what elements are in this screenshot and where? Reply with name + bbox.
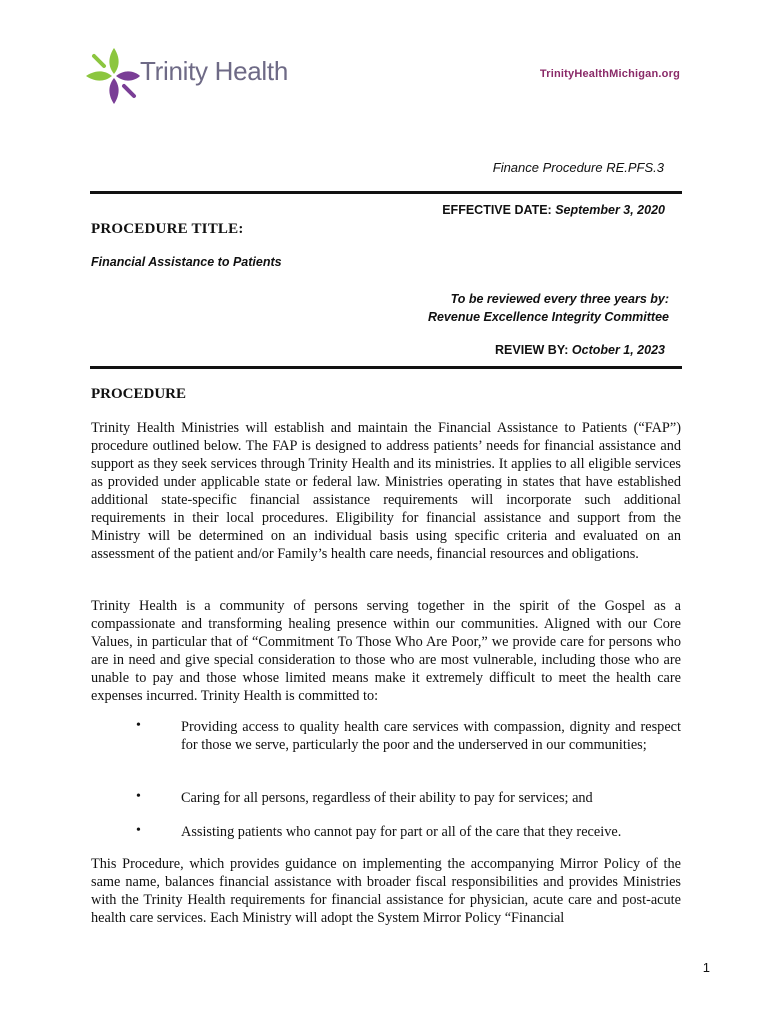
finance-procedure-number: Finance Procedure RE.PFS.3 — [492, 160, 664, 175]
bullet-marker: • — [136, 823, 141, 838]
effective-date-label: EFFECTIVE DATE: — [442, 203, 552, 217]
review-line-2: Revenue Excellence Integrity Committee — [427, 310, 669, 324]
bullet-marker: • — [136, 789, 141, 804]
logo-wordmark: Trinity Health — [140, 56, 288, 86]
website-url[interactable]: TrinityHealthMichigan.org — [539, 68, 680, 80]
list-item: Caring for all persons, regardless of their ability to pay for services; and — [181, 790, 593, 806]
divider-top — [90, 191, 682, 194]
paragraph-1: Trinity Health Ministries will establish and maintain the Financial Assistance to Patients (“FAP”) procedure outlined below. The FAP is designed to address patients’ needs for financial assistance and support as they seek services through Trinity Health and its ministries. It applies to all eligible services as provided under applicable state or federal law. Ministries operating in states that have established additional state-specific financial assistance requirements will incorporate such additional requirements in their local procedures. Eligibility for financial assistance and support from the Ministry will be determined on an individual basis using specific criteria and evaluated on an assessment of the patient and/or Family’s health care needs, financial resources and obligations. — [91, 420, 681, 562]
effective-date-line — [360, 203, 665, 217]
cross-logo-icon — [84, 46, 144, 106]
list-item: Providing access to quality health care services with compassion, dignity and respect for those we serve, particularly the poor and the underserved in our communities; — [181, 719, 681, 753]
review-by-line — [400, 343, 665, 357]
divider-bottom — [90, 366, 682, 369]
paragraph-3: This Procedure, which provides guidance on implementing the accompanying Mirror Policy of the same name, balances financial assistance with broader fiscal responsibilities and provides Ministries with the Trinity Health requirements for financial assistance for physician, acute care and post-acute health care services. Each Ministry will adopt the System Mirror Policy “Financial — [91, 856, 681, 926]
review-line-1: To be reviewed every three years by: — [450, 292, 669, 306]
review-committee — [360, 290, 669, 326]
paragraph-2: Trinity Health is a community of persons serving together in the spirit of the Gospel as a compassionate and transforming healing presence within our communities. Aligned with our Core Values, in particular that of “Commitment To Those Who Are Poor,” we provide care for persons who are in need and give special consideration to those who are most vulnerable, including those who are unable to pay and those whose limited means make it extremely difficult to meet the health care expenses incurred. Trinity Health is committed to: — [91, 598, 681, 704]
procedure-title: Financial Assistance to Patients — [91, 255, 282, 269]
page-number: 1 — [702, 960, 710, 975]
section-heading: PROCEDURE — [91, 386, 187, 402]
procedure-title-label: PROCEDURE TITLE: — [91, 221, 244, 237]
effective-date-value: September 3, 2020 — [555, 203, 665, 217]
review-by-date: October 1, 2023 — [571, 343, 665, 357]
bullet-marker: • — [136, 718, 141, 733]
list-item: Assisting patients who cannot pay for part or all of the care that they receive. — [181, 824, 622, 840]
review-by-label: REVIEW BY: — [495, 343, 569, 357]
